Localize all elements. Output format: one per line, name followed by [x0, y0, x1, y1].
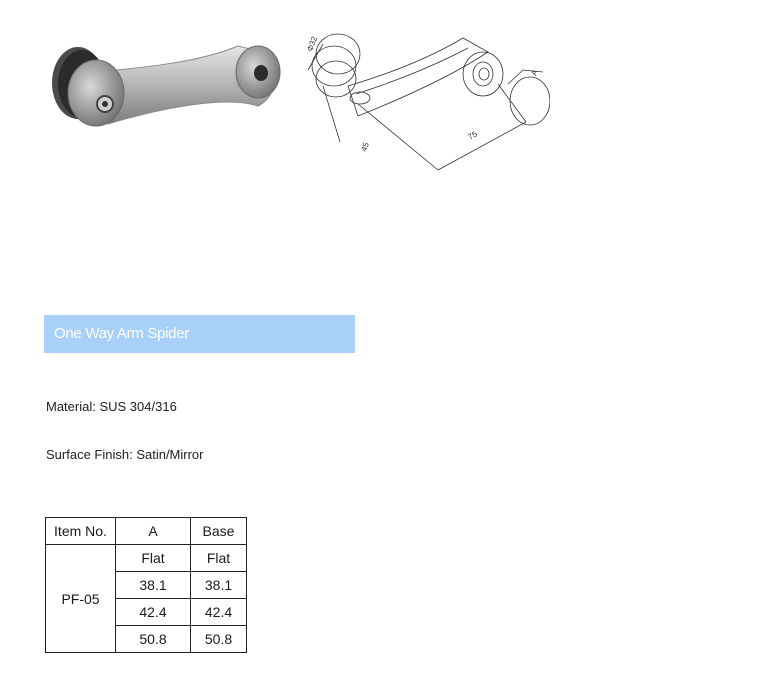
table-cell-a: 42.4: [116, 599, 191, 626]
table-cell-a: 38.1: [116, 572, 191, 599]
surface-finish-spec: Surface Finish: Satin/Mirror: [46, 447, 204, 462]
item-no-cell: PF-05: [46, 545, 116, 653]
table-cell-a: Flat: [116, 545, 191, 572]
table-cell-a: 50.8: [116, 626, 191, 653]
material-spec: Material: SUS 304/316: [46, 399, 177, 414]
product-title: One Way Arm Spider: [54, 325, 189, 342]
table-cell-base: Flat: [191, 545, 247, 572]
table-row: [46, 545, 247, 572]
table-cell-base: 50.8: [191, 626, 247, 653]
dim-75-label: 75: [466, 129, 479, 142]
header-base: Base: [191, 518, 247, 545]
header-a: A: [116, 518, 191, 545]
technical-drawing: [298, 24, 550, 174]
table-cell-base: 42.4: [191, 599, 247, 626]
table-cell-base: 38.1: [191, 572, 247, 599]
dim-a-label: A: [529, 68, 540, 77]
header-item-no: Item No.: [46, 518, 116, 545]
spec-table: [45, 517, 247, 653]
dim-45-label: 45: [359, 141, 371, 153]
table-header-row: [46, 518, 247, 545]
dim-diameter-label: Φ32: [305, 35, 320, 53]
product-photo: [48, 28, 288, 133]
title-bar: [44, 315, 355, 353]
